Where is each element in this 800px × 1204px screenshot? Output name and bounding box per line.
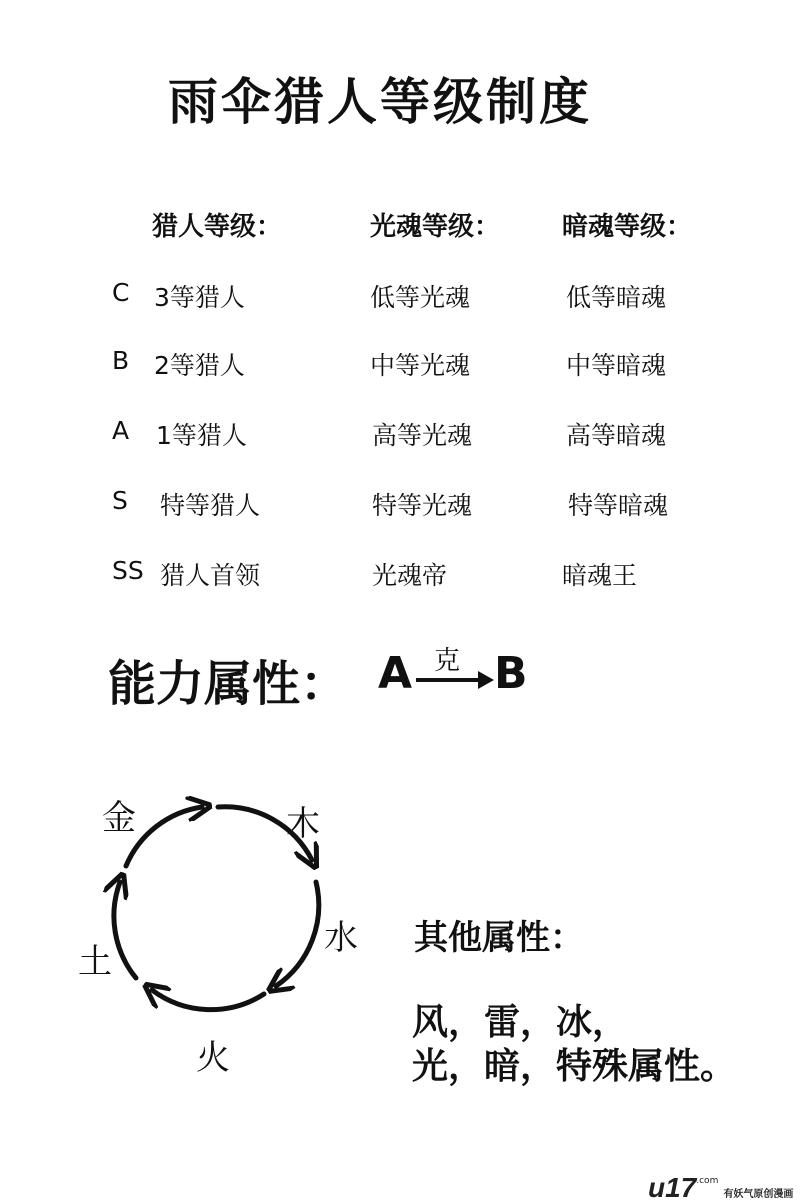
ability-from: A [378, 648, 413, 699]
hunter-rank: 1等猎人 [156, 421, 247, 450]
light-soul-rank: 高等光魂 [372, 421, 473, 450]
rank-code: B [112, 346, 130, 375]
watermark-slogan: 有妖气原创漫画 [723, 1189, 794, 1200]
dark-soul-rank: 低等暗魂 [566, 283, 667, 312]
header-hunter-rank: 猎人等级： [152, 212, 283, 242]
header-dark-soul-rank: 暗魂等级： [562, 212, 693, 242]
header-light-soul-rank: 光魂等级： [370, 212, 501, 242]
light-soul-rank: 低等光魂 [370, 283, 471, 312]
rank-code: C [112, 278, 130, 307]
light-soul-rank: 中等光魂 [370, 351, 471, 380]
other-attributes-line-1: 风，雷，冰， [412, 1002, 629, 1043]
cycle-arrow-earth-metal [126, 807, 202, 866]
element-earth: 土 [78, 942, 112, 982]
element-fire: 火 [196, 1038, 230, 1078]
watermark-brand: u17 [648, 1172, 697, 1203]
dark-soul-rank: 暗魂王 [562, 561, 638, 590]
element-water: 水 [324, 918, 358, 958]
dark-soul-rank: 特等暗魂 [568, 491, 669, 520]
light-soul-rank: 特等光魂 [372, 491, 473, 520]
page-title: 雨伞猎人等级制度 [168, 73, 592, 131]
hunter-rank: 猎人首领 [160, 561, 261, 590]
hunter-rank: 2等猎人 [154, 351, 245, 380]
watermark-domain: .com [696, 1176, 719, 1186]
ability-to: B [494, 648, 528, 699]
other-attributes-label: 其他属性： [414, 918, 584, 958]
rank-code: A [112, 416, 130, 445]
ability-relation: 克 [434, 646, 461, 676]
rank-code: S [112, 486, 128, 515]
counter-arrow-icon [412, 668, 496, 692]
cycle-arrow-fire-earth [114, 882, 136, 978]
dark-soul-rank: 高等暗魂 [566, 421, 667, 450]
ability-label: 能力属性： [108, 656, 349, 712]
element-metal: 金 [102, 798, 136, 838]
hunter-rank: 特等猎人 [160, 491, 261, 520]
hunter-rank: 3等猎人 [154, 283, 245, 312]
dark-soul-rank: 中等暗魂 [566, 351, 667, 380]
light-soul-rank: 光魂帝 [372, 561, 448, 590]
cycle-arrow-wood-water [276, 882, 319, 986]
u17-watermark-logo [648, 1172, 793, 1204]
element-wood: 木 [286, 804, 320, 844]
cycle-arrow-water-fire [152, 990, 264, 1010]
other-attributes-line-2: 光，暗，特殊属性。 [412, 1046, 737, 1087]
rank-code: SS [112, 556, 144, 585]
